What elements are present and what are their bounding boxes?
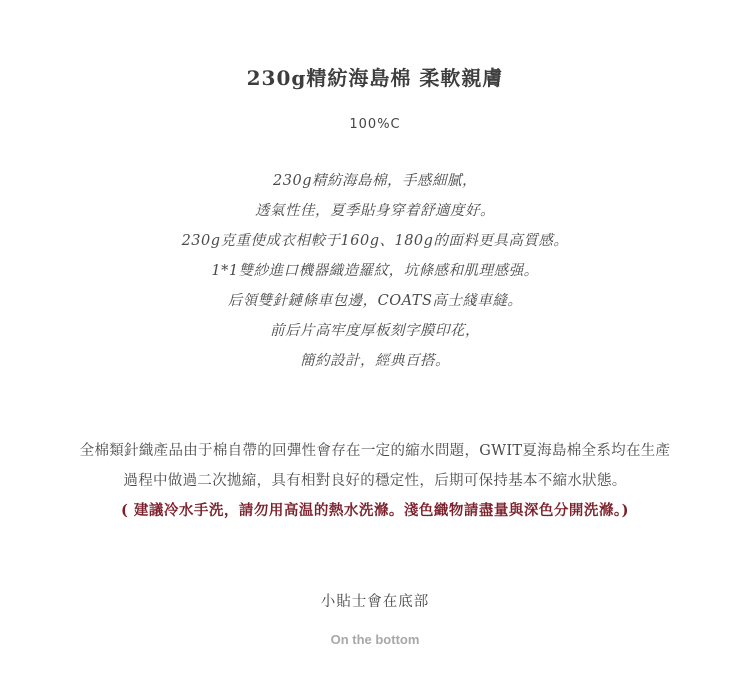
tip-label-en: On the bottom (330, 632, 420, 647)
feature-line: 230g克重使成衣相較于160g、180g的面料更具高質感。 (181, 233, 569, 249)
material-composition: 100%C (349, 117, 401, 132)
feature-line: 230g精紡海島棉，手感細膩， (273, 173, 477, 189)
care-note-line: 過程中做過二次拋縮，具有相對良好的穩定性，后期可保持基本不縮水狀態。 (123, 473, 627, 489)
tip-label-cn: 小貼士會在底部 (320, 594, 430, 610)
feature-line: 后領雙針鏈條車包邊，COATS高士綫車縫。 (227, 293, 523, 309)
washing-warning: ( 建議冷水手洗，請勿用高温的熱水洗滌。淺色織物請盡量與深色分開洗滌。) (120, 502, 630, 519)
product-title: 230g精紡海島棉 柔軟親膚 (246, 66, 504, 90)
care-note-line: 全棉類針織產品由于棉自帶的回彈性會存在一定的縮水問題，GWIT夏海島棉全系均在生產 (79, 443, 671, 459)
feature-list (0, 169, 750, 379)
care-instructions (0, 439, 750, 529)
feature-line: 簡約設計，經典百搭。 (300, 353, 450, 369)
feature-line: 透氣性佳，夏季貼身穿着舒適度好。 (255, 203, 495, 219)
feature-line: 前后片高牢度厚板刻字膜印花， (270, 323, 480, 339)
feature-line: 1*1雙紗進口機器織造羅紋，坑條感和肌理感强。 (211, 263, 539, 279)
